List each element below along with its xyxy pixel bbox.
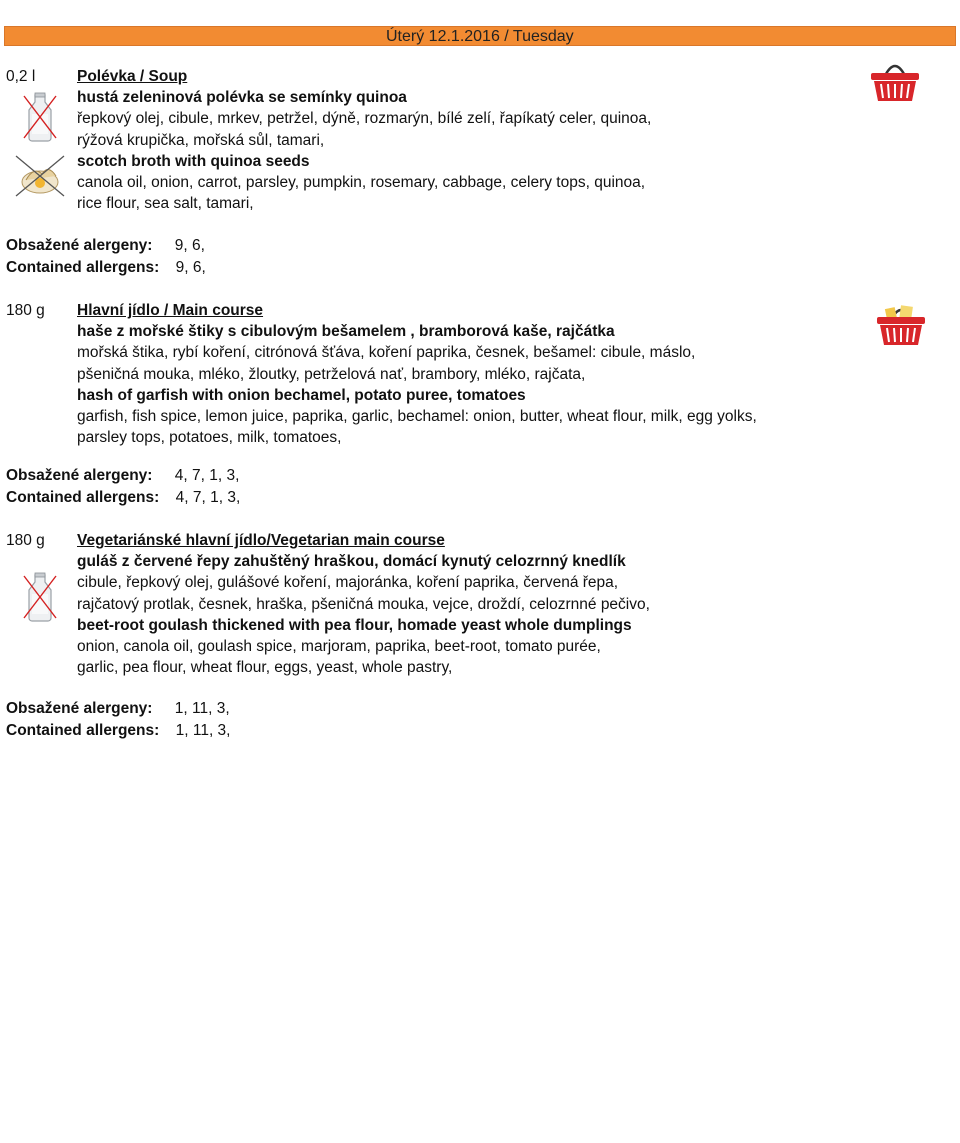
allergens-en-value: 9, 6, — [175, 259, 206, 276]
dish-name-cz: guláš z červené řepy zahuštěný hraškou, domácí kynutý celozrnný knedlík — [77, 553, 626, 571]
allergens-cz — [6, 465, 239, 487]
allergens-en-value: 1, 11, 3, — [175, 722, 231, 739]
allergens-cz-value: 9, 6, — [174, 237, 205, 254]
ingredients-cz-1: cibule, řepkový olej, gulášové koření, majoránka, koření paprika, červená řepa, — [77, 574, 619, 592]
dish-name-cz: hustá zeleninová polévka se semínky quinoa — [77, 89, 407, 107]
dish-name-en: scotch broth with quinoa seeds — [77, 152, 310, 170]
dish-title: Polévka / Soup — [77, 68, 188, 85]
dish-title: Vegetariánské hlavní jídlo/Vegetarian main course — [77, 532, 445, 549]
dish-text — [77, 530, 650, 678]
allergens-en-label: Contained allergens: — [6, 489, 160, 506]
ingredients-en-1: garfish, fish spice, lemon juice, paprika, garlic, bechamel: onion, butter, wheat flour, milk, egg yolks, — [77, 407, 757, 425]
allergens-cz-value: 4, 7, 1, 3, — [174, 467, 240, 484]
allergens-cz-label: Obsažené alergeny: — [6, 467, 153, 484]
portion-size: 0,2 l — [6, 68, 36, 85]
allergens-en-label: Contained allergens: — [6, 722, 160, 739]
ingredients-en-1: onion, canola oil, goulash spice, marjoram, paprika, beet-root, tomato purée, — [77, 637, 601, 655]
allergens-cz — [6, 698, 230, 720]
ingredients-cz-2: pšeničná mouka, mléko, žloutky, petrželová nať, brambory, mléko, rajčata, — [77, 365, 586, 383]
allergens-en-label: Contained allergens: — [6, 259, 160, 276]
ingredients-en-2: garlic, pea flour, wheat flour, eggs, yeast, whole pastry, — [77, 659, 453, 677]
allergens-cz-label: Obsažené alergeny: — [6, 700, 153, 717]
allergens-en — [6, 720, 231, 742]
no-egg-icon — [12, 152, 68, 200]
dish-text — [77, 300, 757, 448]
allergens-cz-value: 1, 11, 3, — [174, 700, 230, 717]
allergens-en — [6, 487, 240, 509]
dish-name-en: beet-root goulash thickened with pea flour, homade yeast whole dumplings — [77, 616, 632, 634]
ingredients-en-1: canola oil, onion, carrot, parsley, pumpkin, rosemary, cabbage, celery tops, quinoa, — [77, 173, 646, 191]
dish-title: Hlavní jídlo / Main course — [77, 302, 264, 319]
dish-text — [77, 66, 651, 214]
date-header-bar — [4, 26, 956, 46]
ingredients-cz-1: řepkový olej, cibule, mrkev, petržel, dýně, rozmarýn, bílé zelí, řapíkatý celer, quinoa, — [77, 110, 652, 128]
ingredients-en-2: rice flour, sea salt, tamari, — [77, 195, 254, 213]
basket-icon[interactable] — [868, 58, 922, 104]
ingredients-cz-2: rýžová krupička, mořská sůl, tamari, — [77, 131, 325, 149]
portion-size: 180 g — [6, 532, 45, 549]
dish-name-en: hash of garfish with onion bechamel, potato puree, tomatoes — [77, 386, 526, 404]
no-milk-icon — [20, 92, 60, 142]
allergens-en — [6, 257, 206, 279]
allergens-cz — [6, 235, 205, 257]
ingredients-cz-1: mořská štika, rybí koření, citrónová šťáva, koření paprika, česnek, bešamel: cibule, máslo, — [77, 344, 696, 362]
allergens-en-value: 4, 7, 1, 3, — [175, 489, 241, 506]
ingredients-en-2: parsley tops, potatoes, milk, tomatoes, — [77, 429, 342, 447]
basket-icon[interactable] — [874, 298, 928, 348]
portion-size: 180 g — [6, 302, 45, 319]
dish-name-cz: haše z mořské štiky s cibulovým bešamelem , bramborová kaše, rajčátka — [77, 323, 615, 341]
ingredients-cz-2: rajčatový protlak, česnek, hraška, pšeničná mouka, vejce, droždí, celozrnné pečivo, — [77, 595, 650, 613]
date-header: Úterý 12.1.2016 / Tuesday — [386, 28, 574, 45]
allergens-cz-label: Obsažené alergeny: — [6, 237, 153, 254]
no-milk-icon — [20, 572, 60, 622]
